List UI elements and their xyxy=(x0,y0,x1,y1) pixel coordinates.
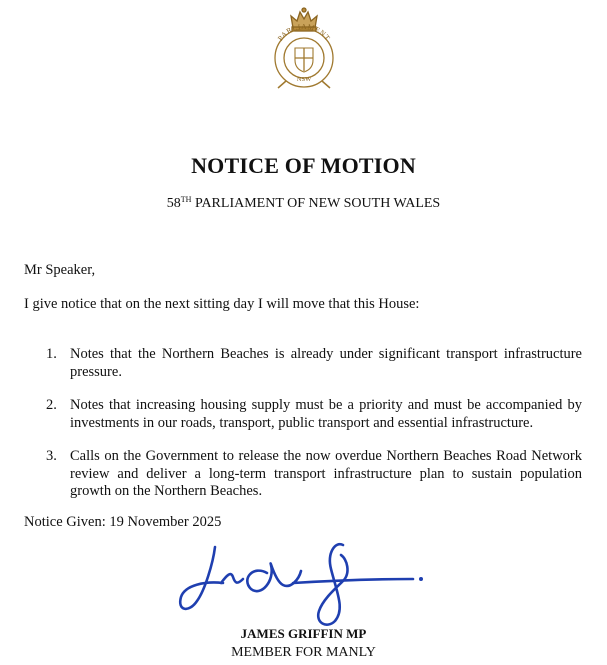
svg-text:PARLIAMENT xyxy=(276,22,333,43)
notice-given-date: Notice Given: 19 November 2025 xyxy=(24,514,222,530)
motion-item xyxy=(46,346,582,381)
signer-name: JAMES GRIFFIN MP xyxy=(240,626,367,641)
motion-item xyxy=(46,397,582,432)
motion-item-number: 2. xyxy=(46,397,57,413)
parliament-crest-logo xyxy=(264,6,344,90)
intro-paragraph: I give notice that on the next sitting day I will move that this House: xyxy=(24,296,420,312)
motion-item-number: 3. xyxy=(46,448,57,464)
motion-item-text: Notes that the Northern Beaches is already under significant transport infrastructure pressure. xyxy=(70,346,582,380)
motion-item-text: Calls on the Government to release the now overdue Northern Beaches Road Network review and deliver a long-term transport infrastructure plan to sustain population growth on the Northern Beaches. xyxy=(70,448,582,499)
parliament-name: PARLIAMENT OF NEW SOUTH WALES xyxy=(191,196,441,211)
document-subtitle xyxy=(0,196,607,212)
motion-item-text: Notes that increasing housing supply must be a priority and must be accompanied by investments in our roads, transport, public transport and essential infrastructure. xyxy=(70,397,582,431)
motion-item xyxy=(46,448,582,501)
parliament-number: 58 xyxy=(166,196,181,211)
signer-role: MEMBER FOR MANLY xyxy=(231,645,376,660)
document-title: NOTICE OF MOTION xyxy=(191,153,416,178)
motion-list xyxy=(46,346,582,517)
parliament-ordinal-suffix: TH xyxy=(180,195,192,204)
salutation: Mr Speaker, xyxy=(24,262,96,278)
crest-ring-bottom-text: NSW xyxy=(296,76,312,83)
handwritten-signature xyxy=(175,535,430,630)
crest-ring-top-text: PARLIAMENT xyxy=(275,21,333,43)
motion-item-number: 1. xyxy=(46,346,57,362)
